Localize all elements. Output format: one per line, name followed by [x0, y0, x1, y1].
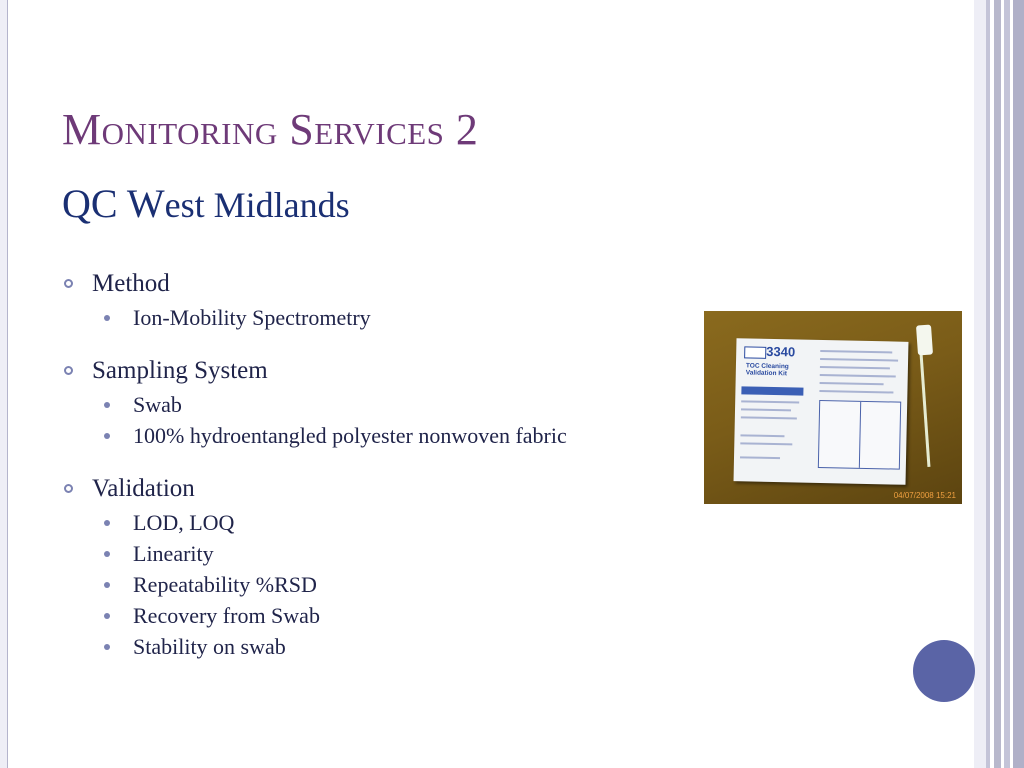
dot-bullet-icon: [104, 644, 110, 650]
kit-text-line: [741, 416, 797, 419]
dot-bullet-icon: [104, 402, 110, 408]
left-border-decoration: [0, 0, 10, 768]
kit-name-line: TOC Cleaning: [745, 362, 789, 371]
sub-bullet-text: Swab: [133, 392, 182, 417]
kit-text-line: [740, 442, 792, 445]
bullet-heading-text: Method: [92, 270, 170, 297]
sub-bullet: [62, 389, 762, 420]
sub-bullet-text: Stability on swab: [133, 634, 286, 659]
sub-bullet: [62, 569, 762, 600]
kit-text-line: [820, 374, 896, 378]
decorative-circle: [913, 640, 975, 702]
sub-bullet: [62, 631, 762, 662]
kit-name-line: Validation Kit: [745, 369, 788, 378]
dot-bullet-icon: [104, 433, 110, 439]
sub-bullet: [62, 302, 762, 333]
swab-stick: [919, 339, 931, 467]
kit-diagram-divider: [859, 402, 861, 468]
sub-bullet-text: Linearity: [133, 541, 214, 566]
sub-bullet-text: Ion-Mobility Spectrometry: [133, 305, 371, 330]
bullet-heading: [62, 353, 762, 389]
sub-bullet: [62, 538, 762, 569]
kit-number: 3340: [766, 343, 796, 360]
dot-bullet-icon: [104, 582, 110, 588]
section-sampling-system: [62, 353, 762, 451]
sub-bullet: [62, 600, 762, 631]
kit-text-line: [741, 400, 799, 403]
dot-bullet-icon: [104, 613, 110, 619]
section-method: [62, 266, 762, 333]
right-stripe-decoration: [974, 0, 1024, 768]
photo-timestamp: 04/07/2008 15:21: [893, 491, 956, 500]
bullet-heading: [62, 266, 762, 302]
kit-diagram: [818, 400, 901, 470]
kit-text-line: [740, 456, 780, 459]
kit-text-line: [819, 390, 893, 394]
ring-bullet-icon: [64, 484, 73, 493]
kit-name: [746, 362, 789, 377]
sub-bullet-text: Repeatability %RSD: [133, 572, 317, 597]
sub-bullet: [62, 507, 762, 538]
sub-bullet-text: 100% hydroentangled polyester nonwoven fabric: [133, 423, 567, 448]
kit-text-line: [820, 366, 890, 369]
kit-text-line: [820, 382, 884, 385]
slide-subtitle: [62, 180, 350, 227]
subtitle-rest: est Midlands: [164, 185, 350, 225]
sub-bullet: [62, 420, 762, 451]
swab-head: [916, 325, 933, 356]
validation-kit-box: [734, 338, 909, 485]
ring-bullet-icon: [64, 366, 73, 375]
kit-text-line: [820, 350, 892, 354]
dot-bullet-icon: [104, 551, 110, 557]
bullet-content: [62, 266, 762, 682]
sub-bullet-text: Recovery from Swab: [133, 603, 320, 628]
kit-text-line: [820, 358, 898, 362]
kit-logo-icon: [744, 346, 766, 358]
kit-band: [741, 386, 803, 395]
swab-kit-photo: [704, 311, 962, 504]
dot-bullet-icon: [104, 520, 110, 526]
kit-text-line: [741, 408, 791, 411]
slide-title: Monitoring Services 2: [62, 105, 479, 154]
bullet-heading-text: Sampling System: [92, 357, 268, 384]
sub-bullet-text: LOD, LOQ: [133, 510, 235, 535]
section-validation: [62, 471, 762, 662]
bullet-heading-text: Validation: [92, 475, 195, 502]
ring-bullet-icon: [64, 279, 73, 288]
bullet-heading: [62, 471, 762, 507]
kit-text-line: [740, 434, 784, 437]
dot-bullet-icon: [104, 315, 110, 321]
subtitle-lead: QC W: [62, 181, 165, 226]
